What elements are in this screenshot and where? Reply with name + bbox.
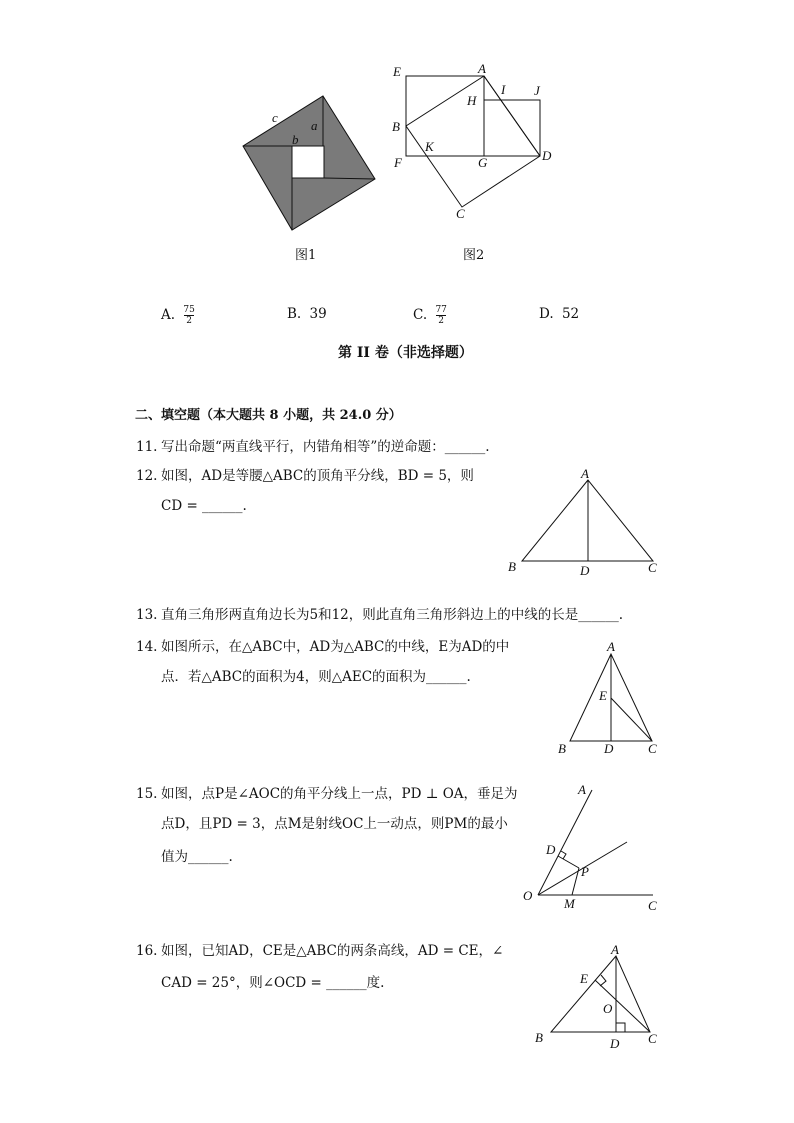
- q16-figure: [525, 942, 670, 1054]
- q15-text-line2: 点D，且PD = 3，点M是射线OC上一动点，则PM的最小: [161, 816, 508, 832]
- q15-label-D: D: [546, 842, 556, 857]
- q16-label-E: E: [580, 971, 588, 986]
- option-c-letter: C.: [413, 307, 428, 323]
- q12-number: 12.: [136, 468, 158, 484]
- q12-text-line2: CD = ______.: [161, 498, 247, 514]
- fig2-caption: 图2: [463, 248, 485, 263]
- fig1-label-c: c: [272, 110, 278, 125]
- option-d-letter: D.: [539, 306, 554, 322]
- fig1-label-b: b: [292, 132, 299, 147]
- q15-number: 15.: [136, 786, 158, 802]
- fig2-label-C: C: [456, 206, 465, 221]
- q13-text: 直角三角形两直角边长为5和12，则此直角三角形斜边上的中线的长是______.: [161, 607, 624, 623]
- option-c[interactable]: [413, 305, 447, 326]
- q12-label-C: C: [648, 560, 657, 575]
- q12-label-A: A: [581, 466, 589, 481]
- q16-label-O: O: [603, 1001, 613, 1016]
- fig2-label-A: A: [478, 61, 486, 76]
- option-b-value: 39: [309, 306, 327, 322]
- q14-label-B: B: [558, 741, 566, 756]
- q14-label-D: D: [604, 741, 614, 756]
- fig2-label-B: B: [392, 119, 400, 134]
- option-d-value: 52: [561, 306, 580, 322]
- q12-text-line1: 如图，AD是等腰△ABC的顶角平分线，BD = 5，则: [161, 468, 474, 484]
- fig2-label-I: I: [501, 82, 506, 97]
- option-b-letter: B.: [287, 306, 302, 322]
- q16-text-line1: 如图，已知AD，CE是△ABC的两条高线，AD = CE，∠: [161, 943, 504, 959]
- option-a-fraction: [183, 305, 194, 326]
- q14-figure: [550, 638, 670, 760]
- q16-label-B: B: [535, 1030, 543, 1045]
- q14-text-line2: 点．若△ABC的面积为4，则△AEC的面积为______.: [161, 669, 471, 685]
- q14-label-E: E: [599, 688, 607, 703]
- q14-label-A: A: [607, 639, 615, 654]
- q16-label-C: C: [648, 1031, 657, 1046]
- q15-label-M: M: [564, 896, 575, 911]
- q12-figure: [500, 466, 670, 581]
- option-d[interactable]: [539, 305, 579, 323]
- option-a-denominator: 2: [186, 316, 192, 326]
- q14-number: 14.: [136, 639, 158, 655]
- option-a[interactable]: [161, 305, 195, 326]
- q15-text-line3: 值为______.: [161, 849, 233, 865]
- q13-number: 13.: [136, 607, 158, 623]
- option-a-letter: A.: [161, 307, 176, 323]
- option-b[interactable]: [287, 305, 327, 323]
- fig2-label-E: E: [393, 64, 401, 79]
- fig2-label-D: D: [542, 148, 552, 163]
- fig1-inner-square: [292, 146, 324, 178]
- q15-label-P: P: [581, 864, 589, 879]
- q16-label-A: A: [611, 942, 619, 957]
- q15-label-A: A: [578, 782, 586, 797]
- q16-text-line2: CAD = 25°，则∠OCD = ______度.: [161, 975, 385, 991]
- q15-figure: [515, 780, 665, 915]
- q11-text: 写出命题“两直线平行，内错角相等”的逆命题：______.: [161, 439, 490, 455]
- option-c-numerator: 77: [435, 305, 447, 315]
- q11-number: 11.: [136, 439, 158, 455]
- figure-1: [235, 88, 385, 238]
- q16-label-D: D: [610, 1036, 620, 1051]
- option-c-fraction: [435, 305, 446, 326]
- q15-label-O: O: [523, 888, 533, 903]
- q15-text-line1: 如图，点P是∠AOC的角平分线上一点，PD ⊥ OA，垂足为: [161, 786, 518, 802]
- fig2-label-F: F: [394, 155, 402, 170]
- fig2-label-H: H: [467, 93, 477, 108]
- fig2-label-G: G: [478, 155, 488, 170]
- q15-label-C: C: [648, 898, 657, 913]
- section-2-heading: 二、填空题（本大题共 8 小题，共 24.0 分）: [135, 408, 402, 423]
- q12-label-B: B: [508, 559, 516, 574]
- part-2-title: 第 II 卷（非选择题）: [338, 345, 473, 361]
- fig2-label-J: J: [534, 83, 540, 98]
- option-c-denominator: 2: [438, 316, 445, 326]
- q14-label-C: C: [648, 741, 657, 756]
- q14-text-line1: 如图所示，在△ABC中，AD为△ABC的中线，E为AD的中: [161, 639, 510, 655]
- figure-2: [388, 60, 563, 225]
- option-a-numerator: 75: [183, 305, 195, 315]
- fig2-label-K: K: [425, 139, 434, 154]
- q12-label-D: D: [580, 563, 590, 578]
- fig1-label-a: a: [311, 118, 318, 133]
- q16-number: 16.: [136, 943, 158, 959]
- fig1-caption: 图1: [295, 248, 317, 263]
